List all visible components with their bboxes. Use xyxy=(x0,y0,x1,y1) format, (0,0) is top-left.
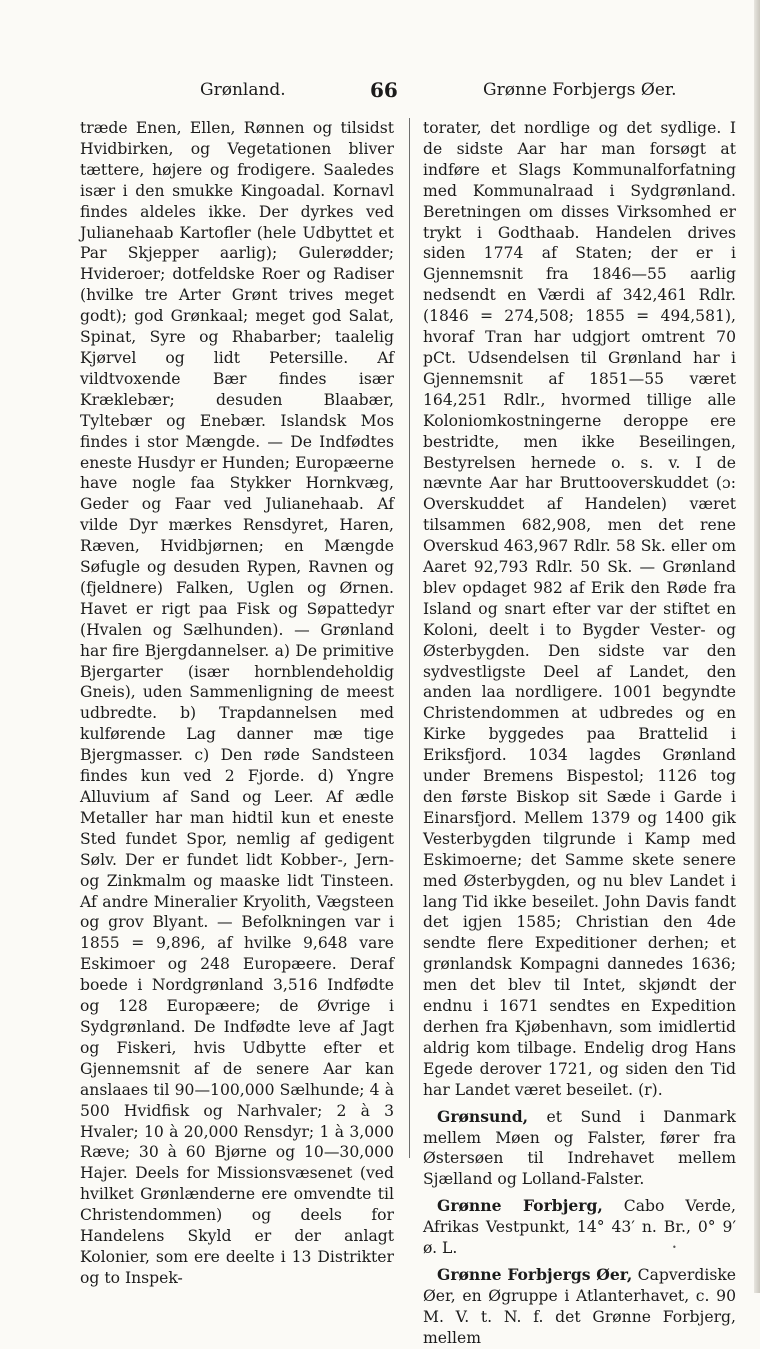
left-column-text: træde Enen, Ellen, Rønnen og tilsidst Hvidbirken, og Vegetationen bliver tættere, højere og frodigere. Saaledes især i den smukke Kingoadal. Kornavl findes aldeles ikke. Der dyrkes ved Julianehaab Kartofler (hele Udbyttet et Par Skjepper aarlig); Gulerødder; Hvideroer; dotfeldske Roer og Radiser (hvilke tre Arter Grønt trives meget godt); god Grønkaal; meget god Salat, Spinat, Syre og Rhabarber; taalelig Kjørvel og lidt Petersille. Af vildtvoxende Bær findes især Kræklebær; desuden Blaabær, Tyltebær og Enebær. Islandsk Mos findes i stor Mængde. — De Indfødtes eneste Husdyr er Hunden; Europæerne have nogle faa Stykker Hornkvæg, Geder og Faar ved Julianehaab. Af vilde Dyr mærkes Rensdyret, Haren, Ræven, Hvidbjørnen; en Mængde Søfugle og desuden Rypen, Ravnen og (fjeldnere) Falken, Uglen og Ørnen. Havet er rigt paa Fisk og Søpattedyr (Hvalen og Sælhunden). — Grønland har fire Bjergdannelser. a) De primitive Bjergarter (især hornblendeholdig Gneis), uden Sammenligning de meest udbredte. b) Trapdannelsen med kulførende Lag danner mæ tige Bjergmasser. c) Den røde Sandsteen findes kun ved 2 Fjorde. d) Yngre Alluvium af Sand og Leer. Af ædle Metaller har man hidtil kun et eneste Sted fundet Spor, nemlig af gedigent Sølv. Der er fundet lidt Kobber-, Jern- og Zinkmalm og maaske lidt Tinsteen. Af andre Mineralier Kryolith, Vægsteen og grov Blyant. — Befolkningen var i 1855 = 9,896, af hvilke 9,648 vare Eskimoer og 248 Europæere. Deraf boede i Nordgrønland 3,516 Indfødte og 128 Europæere; de Øvrige i Sydgrønland. De Indfødte leve af Jagt og Fiskeri, hvis Udbytte efter et Gjennemsnit af de senere Aar kan anslaaes til 90—100,000 Sælhunde; 4 à 500 Hvidfisk og Narhvaler; 2 à 3 Hvaler; 10 à 20,000 Rensdyr; 1 à 3,000 Ræve; 30 à 60 Bjørne og 10—30,000 Hajer. Deels for Missionsvæsenet (ved hvilket Grønlænderne ere omvendte til Christendommen) og deels for Handelens Skyld er der anlagt Kolonier, som ere deelte i 13 Distrikter og to Inspek- xyxy=(80,119,394,1287)
entry-headword: Grønne Forbjergs Øer, xyxy=(437,1264,633,1284)
column-divider xyxy=(409,118,410,1158)
header-right-title: Grønne Forbjergs Øer. xyxy=(483,80,677,100)
left-column xyxy=(80,118,394,1289)
header-left-title: Grønland. xyxy=(200,80,286,100)
right-column xyxy=(423,118,736,1349)
entry-text: Cabo Verde, Afrikas Vestpunkt, 14° 43′ n. Br., 0° 9′ ø. L. xyxy=(423,1197,736,1258)
running-header xyxy=(0,78,760,108)
entry-text: et Sund i Danmark mellem Møen og Falster, fører fra Østersøen til Indrehavet mellem Sjælland og Lolland-Falster. xyxy=(423,1107,736,1189)
entry-headword: Grønsund, xyxy=(437,1106,529,1126)
entry-gronsund xyxy=(423,1107,736,1191)
page-edge xyxy=(754,0,760,1293)
entry-headword: Grønne Forbjerg, xyxy=(437,1196,603,1216)
right-column-continuation: torater, det nordlige og det sydlige. I de sidste Aar har man forsøgt at indføre et Slags Kommunalforfatning med Kommunalraad i Sydgrønland. Beretningen om disses Virksomhed er trykt i Godthaab. Handelen drives siden 1774 af Staten; der er i Gjennemsnit fra 1846—55 aarlig nedsendt en Værdi af 342,461 Rdlr. (1846 = 274,508; 1855 = 494,581), hvoraf Tran har udgjort omtrent 70 pCt. Udsendelsen til Grønland har i Gjennemsnit af 1851—55 været 164,251 Rdlr., hvormed tillige alle Koloniomkostningerne deroppe ere bestridte, men ikke Beseilingen, Bestyrelsen hernede o. s. v. I de nævnte Aar har Bruttooverskuddet (ɔ: Overskuddet af Handelen) været tilsammen 682,908, men det rene Overskud 463,967 Rdlr. 58 Sk. eller om Aaret 92,793 Rdlr. 50 Sk. — Grønland blev opdaget 982 af Erik den Røde fra Island og snart efter var der stiftet en Koloni, deelt i to Bygder Vester- og Østerbygden. Den sidste var den sydvestligste Deel af Landet, den anden laa nordligere. 1001 begyndte Christendommen at udbredes og en Kirke byggedes paa Brattelid i Eriksfjord. 1034 lagdes Grønland under Bremens Bispestol; 1126 tog den første Biskop sit Sæde i Garde i Einarsfjord. Mellem 1379 og 1400 gik Vesterbygden tilgrunde i Kamp med Eskimoerne; det Samme skete senere med Østerbygden, og nu blev Landet i lang Tid ikke beseilet. John Davis fandt det igjen 1585; Christian den 4de sendte flere Expeditioner derhen; et grønlandsk Kompagni dannedes 1636; men det blev til Intet, skjøndt der endnu i 1671 sendtes en Expedition derhen fra Kjøbenhavn, som imidlertid aldrig kom tilbage. Endelig drog Hans Egede derover 1721, og siden den Tid har Landet været beseilet. (r). xyxy=(423,119,736,1099)
entry-text: Capverdiske Øer, en Øgruppe i Atlanterhavet, c. 90 M. V. t. N. f. det Grønne Forbjerg, mellem xyxy=(423,1265,736,1347)
page-number: 66 xyxy=(370,78,398,102)
print-speck: • xyxy=(672,1243,677,1252)
entry-gronne-forbjerg xyxy=(423,1196,736,1259)
entry-gronne-forbjergs-oer xyxy=(423,1265,736,1349)
